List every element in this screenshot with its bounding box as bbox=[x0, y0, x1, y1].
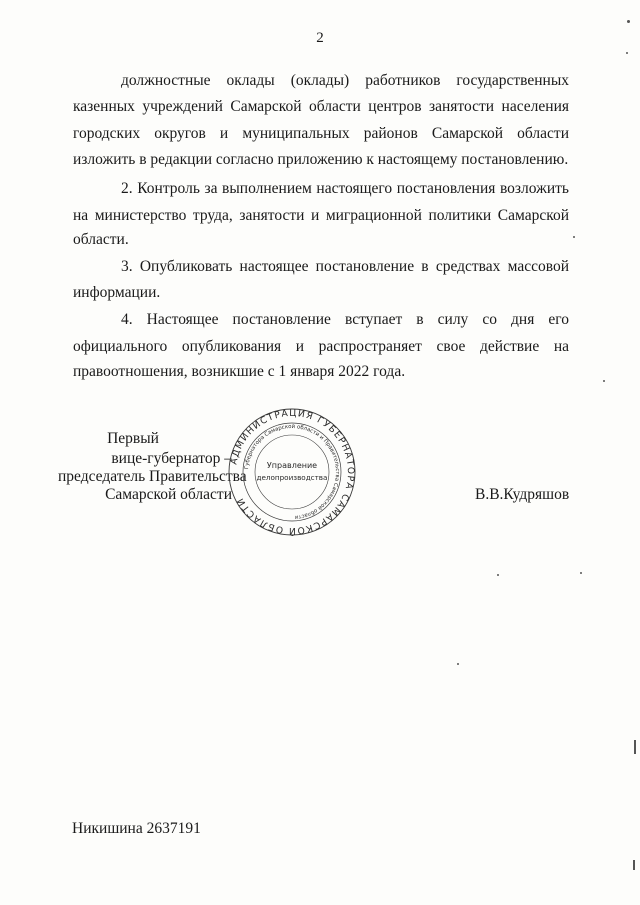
body-line: городских округов и муниципальных районов Самарской области bbox=[73, 125, 569, 142]
signatory-title-line: Первый bbox=[107, 430, 159, 447]
svg-text:Губернатора Самарской области: Губернатора Самарской области и Правительства Самарской области bbox=[244, 423, 341, 520]
body-line: казенных учреждений Самарской области центров занятости населения bbox=[73, 98, 569, 115]
scan-speck bbox=[573, 236, 575, 238]
body-line: информации. bbox=[73, 284, 161, 301]
scan-speck bbox=[627, 20, 630, 23]
body-line: изложить в редакции согласно приложению к настоящему постановлению. bbox=[73, 151, 569, 168]
signatory-title-line: председатель Правительства bbox=[58, 468, 247, 485]
body-line: 3. Опубликовать настоящее постановление в средствах массовой bbox=[121, 258, 569, 275]
signatory-name: В.В.Кудряшов bbox=[475, 486, 570, 503]
scan-speck bbox=[603, 380, 605, 382]
scan-speck bbox=[634, 740, 636, 754]
scan-speck bbox=[497, 574, 499, 576]
body-line: 2. Контроль за выполнением настоящего постановления возложить bbox=[121, 180, 569, 197]
signatory-title-line: Самарской области bbox=[105, 486, 232, 503]
body-line: на министерство труда, занятости и миграционной политики Самарской bbox=[73, 207, 569, 224]
body-line: должностные оклады (оклады) работников государственных bbox=[121, 72, 569, 89]
signatory-title-line: вице-губернатор – bbox=[111, 450, 232, 467]
seal-center-line: Управление bbox=[266, 461, 318, 470]
scan-speck bbox=[580, 572, 582, 574]
svg-text:АДМИНИСТРАЦИЯ ГУБЕРНАТОРА САМА: АДМИНИСТРАЦИЯ ГУБЕРНАТОРА САМАРСКОЙ ОБЛАСТИ bbox=[228, 408, 356, 536]
official-seal-stamp bbox=[228, 408, 356, 536]
body-line: 4. Настоящее постановление вступает в силу со дня его bbox=[121, 311, 569, 328]
body-line: правоотношения, возникшие с 1 января 2022 года. bbox=[73, 363, 406, 380]
seal-center-line: делопроизводства bbox=[256, 473, 328, 482]
scan-speck bbox=[626, 52, 628, 54]
body-line: области. bbox=[73, 231, 129, 248]
scan-speck bbox=[633, 860, 635, 870]
executor-contact: Никишина 2637191 bbox=[72, 820, 201, 837]
body-line: официального опубликования и распространяет свое действие на bbox=[73, 338, 569, 355]
page-number: 2 bbox=[316, 30, 324, 46]
scan-speck bbox=[457, 663, 459, 665]
